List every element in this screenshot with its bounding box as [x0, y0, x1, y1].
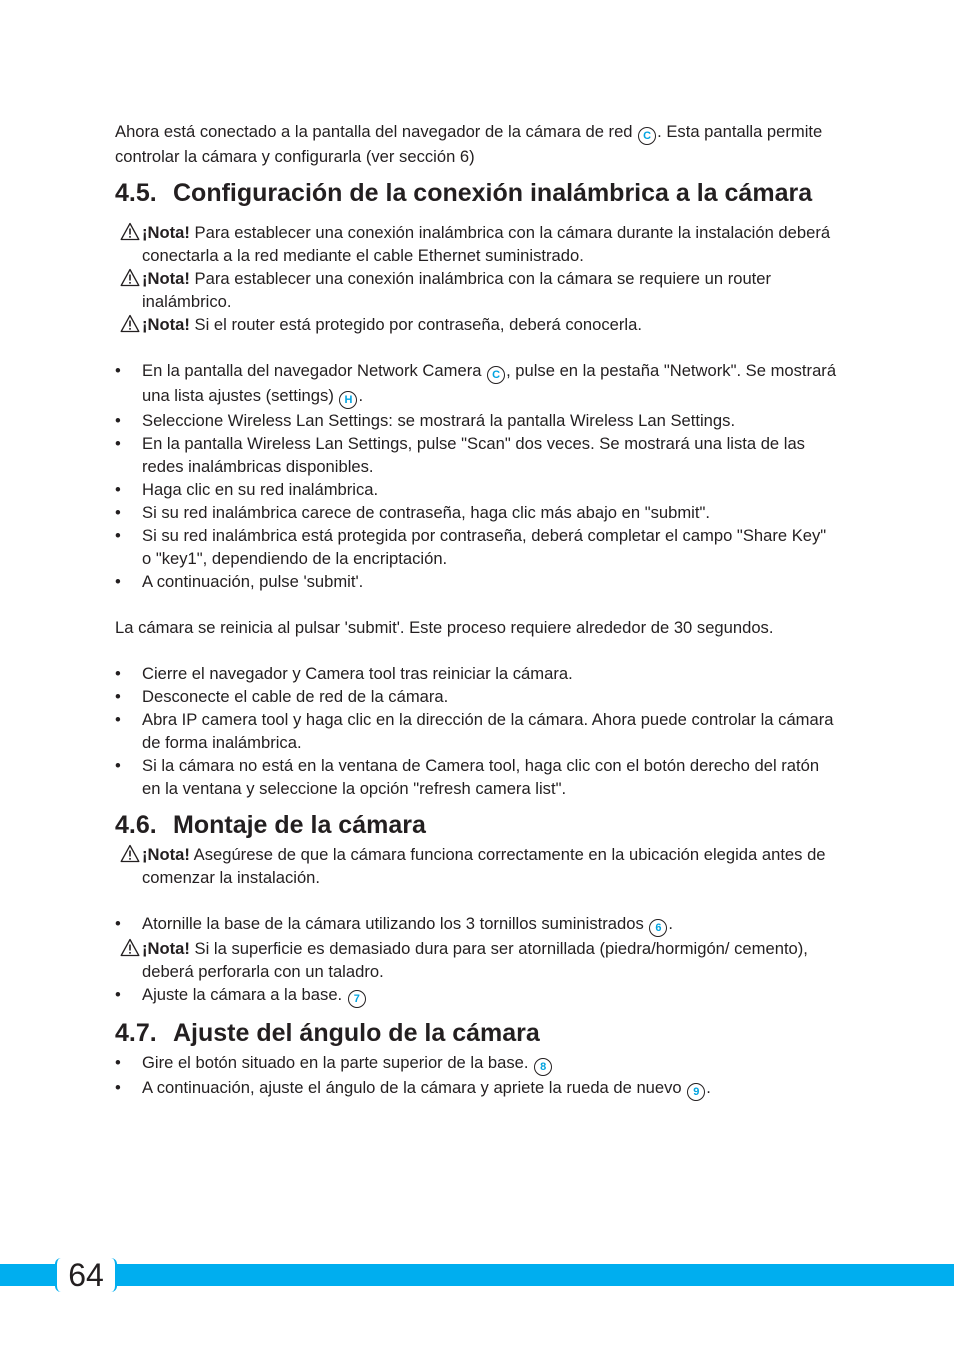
intro-paragraph: Ahora está conectado a la pantalla del navegador de la cámara de red C . Esta pantalla permite controlar la cámara y configurarla (ver sección 6): [115, 122, 823, 166]
steps-list-angle: [115, 1051, 840, 1101]
ref-badge-c: C: [487, 366, 505, 384]
steps-list-mounting-2: [115, 983, 840, 1008]
note-4: ¡Nota! Asegúrese de que la cámara funciona correctamente en la ubicación elegida antes de comenzar la instalación.: [115, 843, 840, 889]
list-item: • En la pantalla del navegador Network Camera C , pulse en la pestaña "Network". Se mostrará una lista ajustes (settings) H .: [115, 359, 840, 409]
steps-list-wireless: [115, 359, 840, 593]
section-heading-4-5: 4.5. Configuración de la conexión inalámbrica a la cámara: [115, 179, 813, 207]
warning-triangle-icon: [120, 844, 140, 863]
note-1: ¡Nota! Para establecer una conexión inalámbrica con la cámara durante la instalación deberá conectarla a la red mediante el cable Ethernet suministrado.: [115, 221, 840, 267]
section-heading-4-6: 4.6. Montaje de la cámara: [115, 811, 426, 839]
list-item: • Ajuste la cámara a la base. 7: [115, 983, 840, 1008]
list-item: • Abra IP camera tool y haga clic en la dirección de la cámara. Ahora puede controlar la cámara de forma inalámbrica.: [115, 710, 834, 752]
list-item: • Haga clic en su red inalámbrica.: [115, 480, 379, 499]
list-item: • Si su red inalámbrica está protegida por contraseña, deberá completar el campo "Share Key" o "key1", dependiendo de la encriptación.: [115, 526, 827, 568]
ref-badge-h: H: [339, 391, 357, 409]
list-item: • Seleccione Wireless Lan Settings: se mostrará la pantalla Wireless Lan Settings.: [115, 411, 736, 430]
ref-badge-c: C: [638, 127, 656, 145]
note-2: ¡Nota! Para establecer una conexión inalámbrica con la cámara se requiere un router inalámbrico.: [115, 267, 840, 313]
list-item: • Atornille la base de la cámara utilizando los 3 tornillos suministrados 6 .: [115, 912, 840, 937]
steps-list-after-restart: [115, 662, 840, 800]
ref-badge-8: 8: [534, 1058, 552, 1076]
warning-triangle-icon: [120, 268, 140, 287]
list-item: • Desconecte el cable de red de la cámara.: [115, 687, 449, 706]
steps-list-mounting: [115, 912, 840, 937]
list-item: • En la pantalla Wireless Lan Settings, pulse "Scan" dos veces. Se mostrará una lista de las redes inalámbricas disponibles.: [115, 434, 805, 476]
list-item: • Gire el botón situado en la parte superior de la base. 8: [115, 1051, 840, 1076]
list-item: • Cierre el navegador y Camera tool tras reiniciar la cámara.: [115, 664, 573, 683]
ref-badge-6: 6: [649, 919, 667, 937]
restart-paragraph: La cámara se reinicia al pulsar 'submit'. Este proceso requiere alrededor de 30 segundos.: [115, 618, 774, 637]
footer-bar: [0, 1264, 954, 1286]
ref-badge-7: 7: [348, 990, 366, 1008]
note-5: ¡Nota! Si la superficie es demasiado dura para ser atornillada (piedra/hormigón/ cemento), deberá perforarla con un taladro.: [115, 937, 840, 983]
list-item: • A continuación, pulse 'submit'.: [115, 572, 364, 591]
ref-badge-9: 9: [687, 1083, 705, 1101]
section-heading-4-7: 4.7. Ajuste del ángulo de la cámara: [115, 1019, 540, 1047]
note-3: ¡Nota! Si el router está protegido por contraseña, deberá conocerla.: [115, 313, 840, 336]
page-number: 64: [68, 1257, 104, 1293]
list-item: • Si la cámara no está en la ventana de Camera tool, haga clic con el botón derecho del ratón en la ventana y seleccione la opción "refresh camera list".: [115, 756, 820, 798]
list-item: • Si su red inalámbrica carece de contraseña, haga clic más abajo en "submit".: [115, 503, 710, 522]
warning-triangle-icon: [120, 938, 140, 957]
page-content: [115, 120, 840, 1101]
warning-triangle-icon: [120, 222, 140, 241]
warning-triangle-icon: [120, 314, 140, 333]
list-item: • A continuación, ajuste el ángulo de la cámara y apriete la rueda de nuevo 9 .: [115, 1076, 840, 1101]
